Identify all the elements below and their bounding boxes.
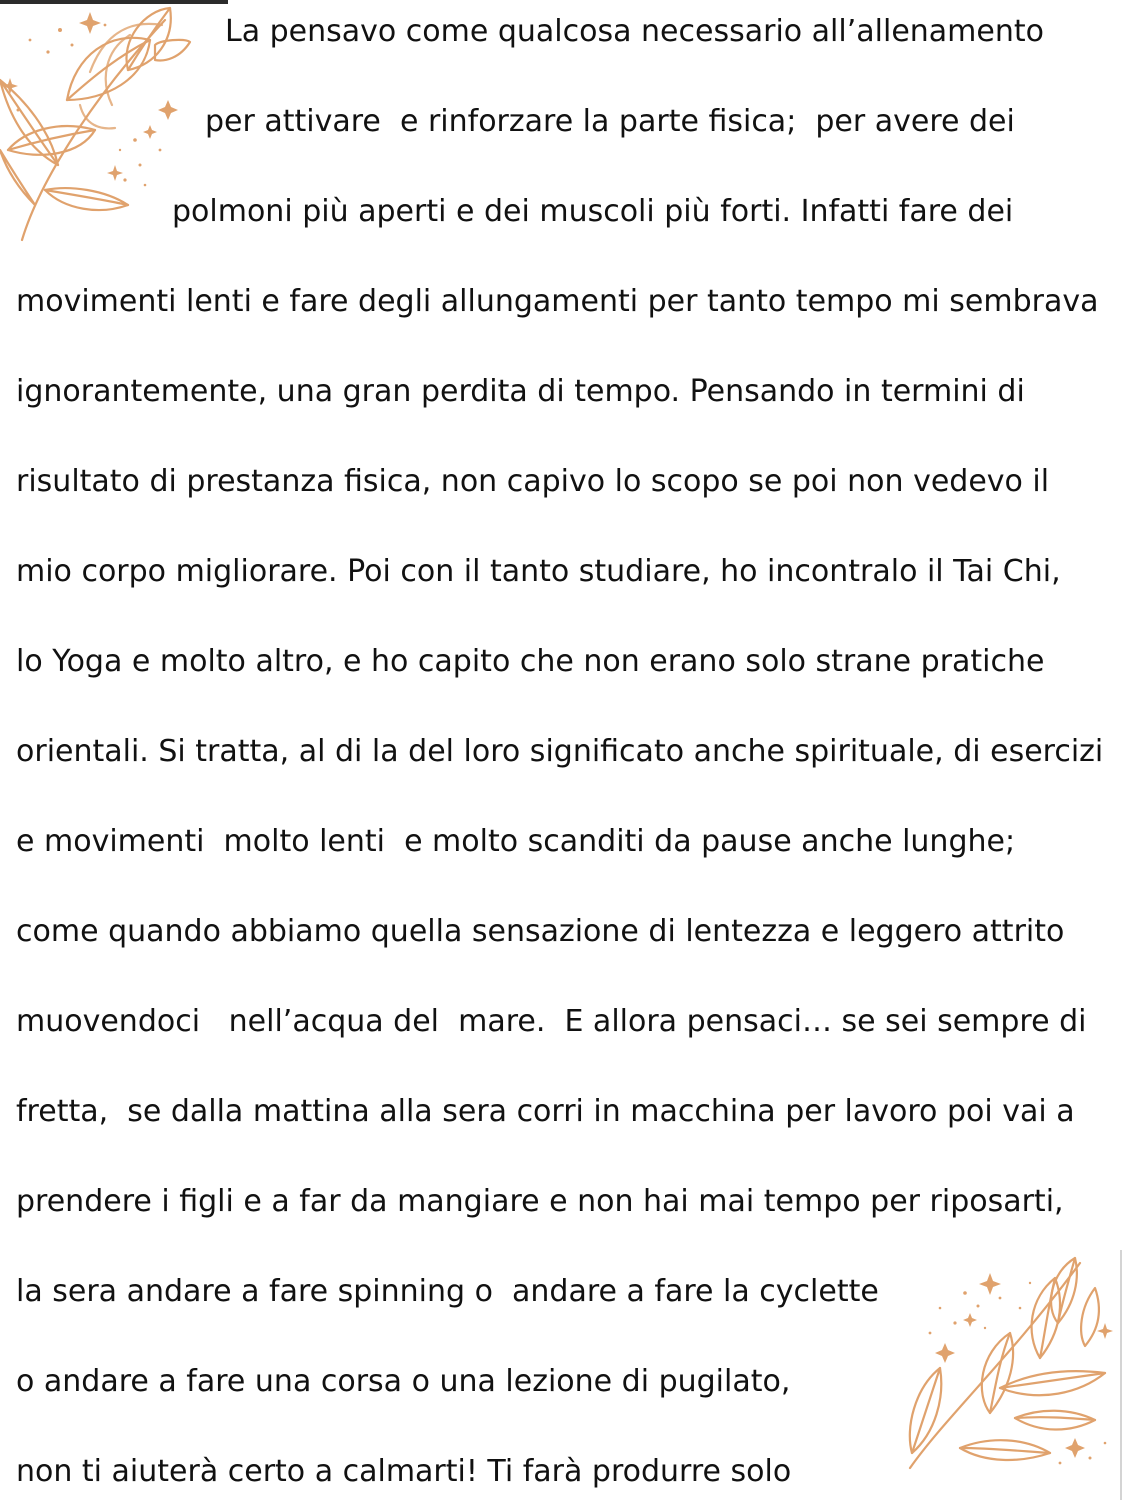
text-line: risultato di prestanza fisica, non capivo lo scopo se poi non vedevo il	[16, 464, 1050, 499]
text-line: la sera andare a fare spinning o andare a fare la cyclette	[16, 1274, 879, 1309]
text-line: non ti aiuterà certo a calmarti! Ti farà produrre solo	[16, 1454, 792, 1489]
text-line: orientali. Si tratta, al di la del loro significato anche spirituale, di esercizi	[16, 734, 1104, 769]
text-line: o andare a fare una corsa o una lezione di pugilato,	[16, 1364, 791, 1399]
text-line: La pensavo come qualcosa necessario all’allenamento	[225, 14, 1044, 49]
text-line: fretta, se dalla mattina alla sera corri in macchina per lavoro poi vai a	[16, 1094, 1075, 1129]
leaf-branch-icon	[0, 0, 200, 250]
text-line: e movimenti molto lenti e molto scanditi da pause anche lunghe;	[16, 824, 1016, 859]
text-line: per attivare e rinforzare la parte fisica; per avere dei	[205, 104, 1015, 139]
text-line: ignorantemente, una gran perdita di tempo. Pensando in termini di	[16, 374, 1025, 409]
text-line: prendere i figli e a far da mangiare e non hai mai tempo per riposarti,	[16, 1184, 1064, 1219]
leaf-branch-icon	[900, 1248, 1120, 1478]
text-line: movimenti lenti e fare degli allungamenti per tanto tempo mi sembrava	[16, 284, 1099, 319]
text-line: mio corpo migliorare. Poi con il tanto studiare, ho incontralo il Tai Chi,	[16, 554, 1061, 589]
text-line: muovendoci nell’acqua del mare. E allora pensaci… se sei sempre di	[16, 1004, 1087, 1039]
text-line: come quando abbiamo quella sensazione di lentezza e leggero attrito	[16, 914, 1065, 949]
text-line: lo Yoga e molto altro, e ho capito che non erano solo strane pratiche	[16, 644, 1045, 679]
text-line: polmoni più aperti e dei muscoli più forti. Infatti fare dei	[172, 194, 1014, 229]
right-edge-line	[1120, 1250, 1122, 1500]
